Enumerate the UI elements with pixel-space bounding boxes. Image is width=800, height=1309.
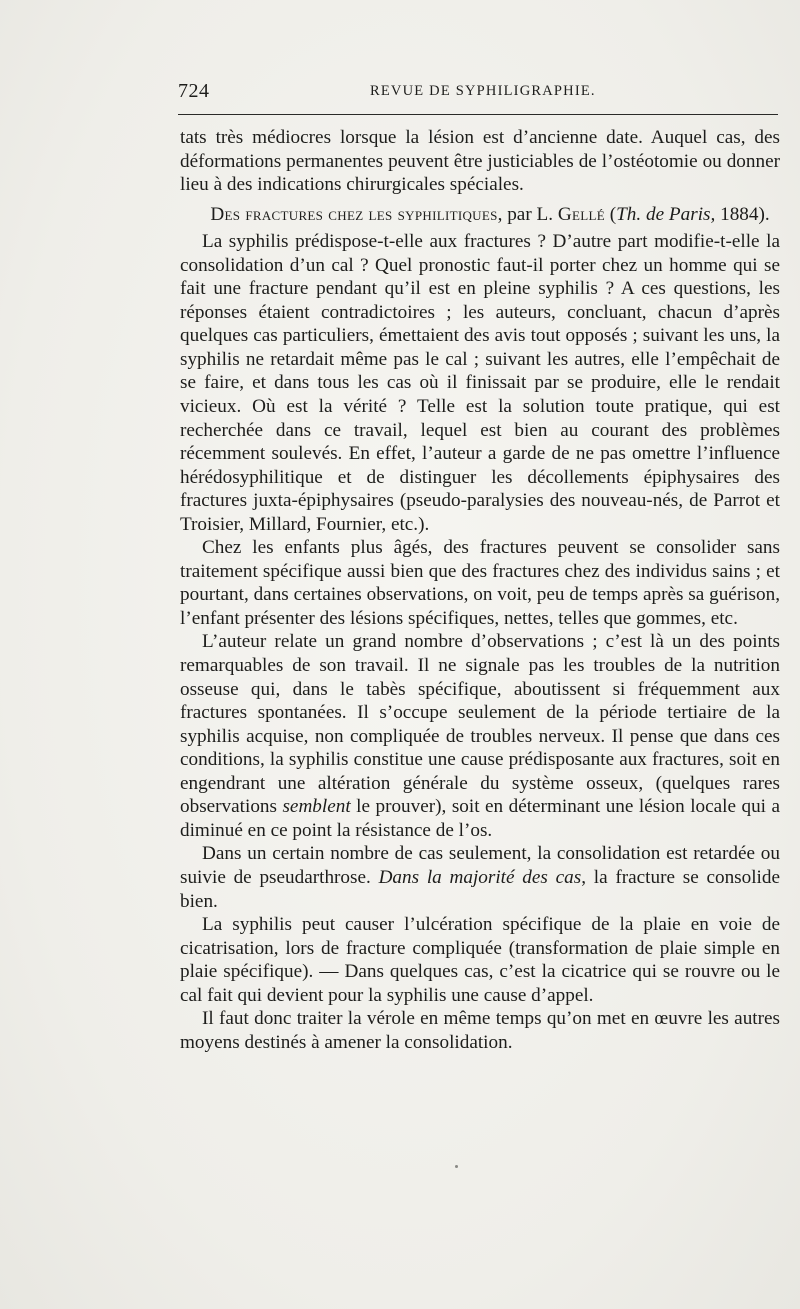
para4-text-a: Dans un certain nombre de cas seulement, la consolidation est retardée ou suivie de pseudarthrose. — [180, 843, 780, 888]
ink-speck — [455, 1165, 458, 1168]
cited-work-title: Des fractures chez les syphilitiques — [210, 203, 498, 225]
review-citation — [180, 203, 780, 227]
running-title: REVUE DE SYPHILIGRAPHIE. — [370, 83, 596, 99]
paragraph-observations — [180, 630, 780, 842]
paragraph-treatment: Il faut donc traiter la vérole en même temps qu’on met en œuvre les autres moyens destinés à amener la consolidation. — [180, 1008, 780, 1053]
cited-year: 1884). — [715, 203, 770, 225]
para3-text-b: le prouver), soit en déterminant une lésion locale qui a diminué en ce point la résistance de l’os. — [180, 796, 780, 841]
para3-italic: semblent — [282, 796, 351, 818]
citation-by: , par L. — [497, 203, 558, 225]
paragraph-ulceration: La syphilis peut causer l’ulcération spécifique de la plaie en voie de cicatrisation, lors de fracture compliquée (transformation de plaie simple en plaie spécifique). — Dans quelques cas, c’est la cicatrice qui se rouvre ou le cal fait qui devient pour la syphilis une cause d’appel. — [180, 914, 780, 1006]
page-header — [178, 80, 778, 102]
citation-paren: ( — [604, 203, 617, 225]
para4-italic: Dans la majorité des cas — [378, 866, 582, 888]
header-rule — [178, 114, 778, 115]
cited-thesis: Th. de Paris, — [616, 203, 716, 225]
paragraph-consolidation — [180, 842, 780, 913]
paragraph-continued: tats très médiocres lorsque la lésion est d’ancienne date. Auquel cas, des déformations permanentes peuvent être justiciables de l’ostéotomie ou donner lieu à des indications chirurgicales spéciales. — [180, 127, 780, 196]
cited-author: Gellé — [557, 203, 605, 225]
page-number: 724 — [178, 80, 210, 102]
paragraph-children: Chez les enfants plus âgés, des fractures peuvent se consolider sans traitement spécifique aussi bien que des fractures chez des individus sains ; et pourtant, dans certaines observations, on voit, peu de temps après sa guérison, l’enfant présenter des lésions spécifiques, nettes, telles que gommes, etc. — [180, 537, 780, 629]
para4-text-b: , la fracture se consolide bien. — [180, 866, 780, 912]
article-body — [180, 126, 780, 1054]
paragraph-questions: La syphilis prédispose-t-elle aux fractures ? D’autre part modifie-t-elle la consolidation d’un cal ? Quel pronostic faut-il porter chez un homme qui se fait une fracture pendant qu’il est en pleine syphilis ? A ces questions, les réponses étaient contradictoires ; les auteurs, concluant, chacun d’après quelques cas particuliers, émettaient des avis tout opposés ; suivant les uns, la syphilis ne retardait même pas le cal ; suivant les autres, elle l’empêchait de se faire, et dans tous les cas où il finissait par se produire, elle le rendait vicieux. Où est la vérité ? Telle est la solution toute pratique, qui est recherchée dans ce travail, lequel est bien au courant des problèmes récemment soulevés. En effet, l’auteur a garde de ne pas omettre l’influence hérédosyphilitique et de distinguer les décollements épiphysaires des fractures juxta-épiphysaires (pseudo-paralysies des nouveau-nés, de Parrot et Troisier, Millard, Fournier, etc.). — [180, 231, 780, 535]
para3-text-a: L’auteur relate un grand nombre d’observations ; c’est là un des points remarquables de son travail. Il ne signale pas les troubles de la nutrition osseuse qui, dans le tabès spécifique, aboutissent si fréquemment aux fractures spontanées. Il s’occupe seulement de la période tertiaire de la syphilis acquise, non compliquée de troubles nerveux. Il pense que dans ces conditions, la syphilis constitue une cause prédisposante aux fractures, soit en engendrant une altération générale du système osseux, (quelques rares observations — [180, 631, 780, 818]
